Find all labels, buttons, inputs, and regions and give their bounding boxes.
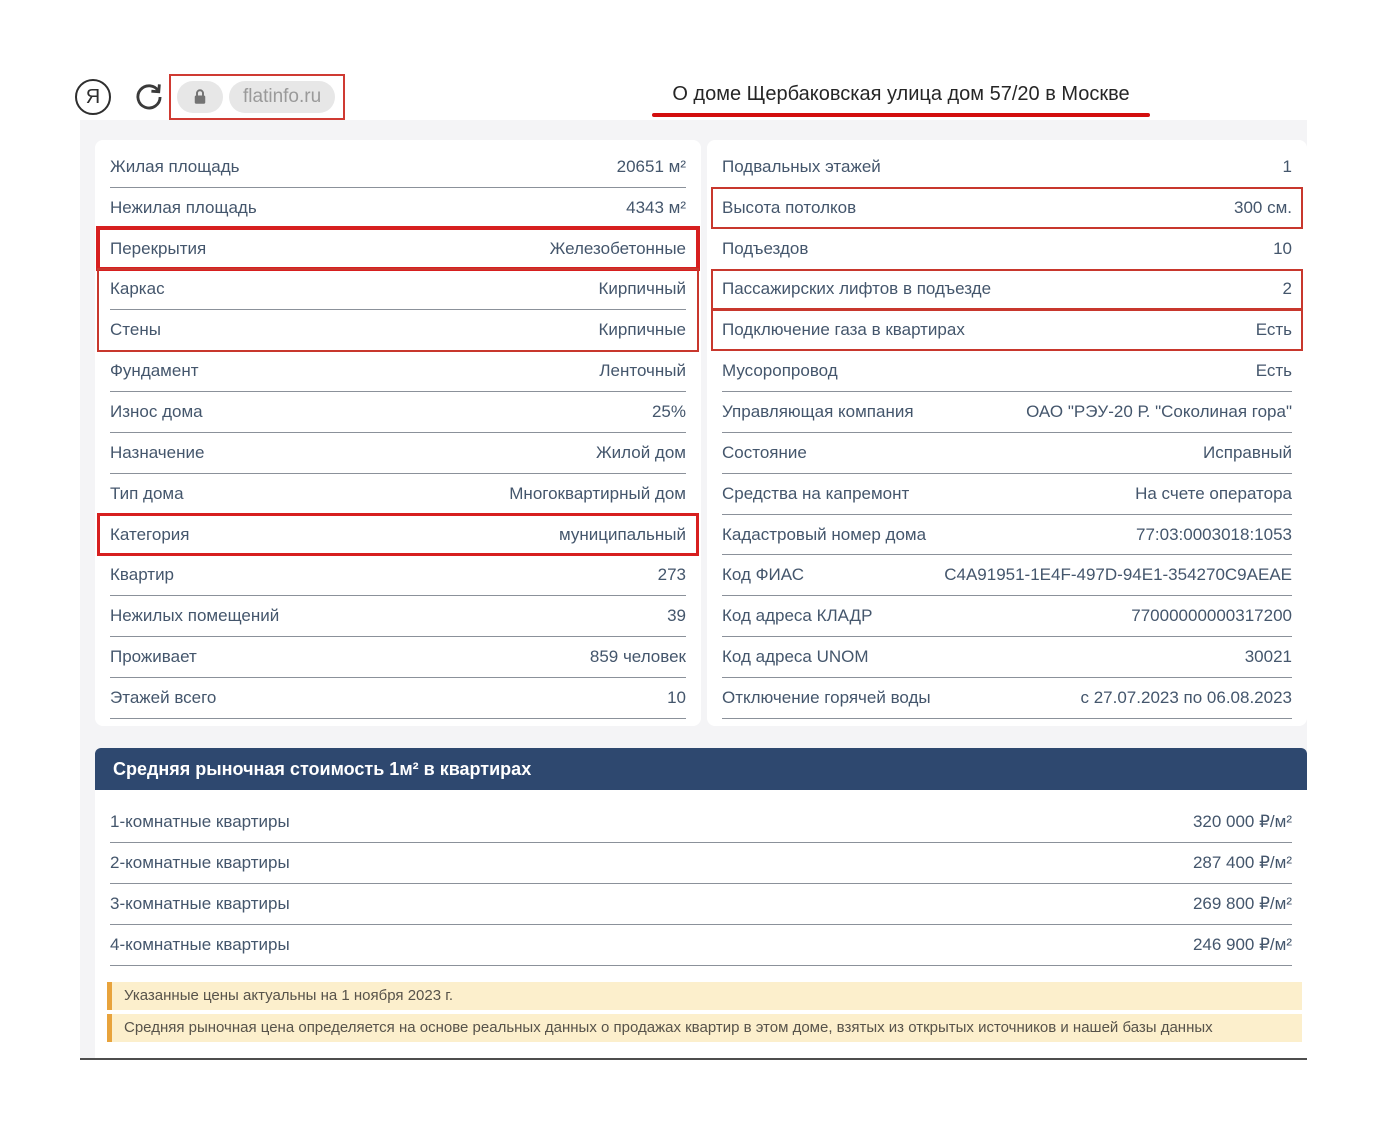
market-price-card <box>95 748 1307 1060</box>
info-row: Код адреса UNOM 30021 <box>722 637 1292 678</box>
info-row: Код адреса КЛАДР 77000000000317200 <box>722 596 1292 637</box>
info-row-highlighted: Каркас Кирпичный <box>110 270 686 311</box>
price-row: 3-комнатные квартиры 269 800 ₽/м² <box>110 884 1292 925</box>
price-row: 1-комнатные квартиры 320 000 ₽/м² <box>110 802 1292 843</box>
browser-toolbar <box>0 0 1390 120</box>
price-note-methodology: Средняя рыночная цена определяется на основе реальных данных о продажах квартир в этом доме, взятых из открытых источников и нашей базы данных <box>107 1014 1302 1042</box>
info-row-highlighted: Пассажирских лифтов в подъезде 2 <box>722 270 1292 311</box>
lock-icon <box>191 88 209 106</box>
page-title-block <box>652 83 1150 117</box>
info-row: Подъездов 10 <box>722 229 1292 270</box>
yandex-browser-icon[interactable] <box>75 79 111 115</box>
building-info-right-card <box>707 140 1307 726</box>
title-red-underline <box>652 113 1150 117</box>
price-notes <box>107 982 1307 1042</box>
market-price-rows <box>95 790 1307 972</box>
info-row: Назначение Жилой дом <box>110 433 686 474</box>
info-row: Этажей всего 10 <box>110 678 686 719</box>
info-row: Проживает 859 человек <box>110 637 686 678</box>
market-price-header: Средняя рыночная стоимость 1м² в квартирах <box>95 748 1307 790</box>
info-row: Состояние Исправный <box>722 433 1292 474</box>
info-row: Нежилых помещений 39 <box>110 596 686 637</box>
highlight-group <box>110 270 686 352</box>
info-row: Износ дома 25% <box>110 392 686 433</box>
reload-icon[interactable] <box>131 79 167 115</box>
yandex-letter: Я <box>85 85 101 108</box>
info-row-highlighted: Высота потолков 300 см. <box>722 188 1292 229</box>
info-row: Нежилая площадь 4343 м² <box>110 188 686 229</box>
building-info-left-card <box>95 140 701 726</box>
page-title: О доме Щербаковская улица дом 57/20 в Москве <box>672 83 1130 105</box>
info-row: Жилая площадь 20651 м² <box>110 147 686 188</box>
info-row: Отключение горячей воды с 27.07.2023 по 06.08.2023 <box>722 678 1292 719</box>
price-row: 4-комнатные квартиры 246 900 ₽/м² <box>110 925 1292 966</box>
info-row-highlighted: Категория муниципальный <box>110 515 686 556</box>
page-content <box>80 120 1307 1060</box>
ssl-lock-chip[interactable] <box>177 81 223 113</box>
address-bar[interactable] <box>169 74 345 120</box>
info-row-highlighted: Стены Кирпичные <box>110 310 686 351</box>
info-row-highlighted: Подключение газа в квартирах Есть <box>722 310 1292 351</box>
price-row: 2-комнатные квартиры 287 400 ₽/м² <box>110 843 1292 884</box>
info-row: Управляющая компания ОАО "РЭУ-20 Р. "Соколиная гора" <box>722 392 1292 433</box>
info-row-highlighted: Перекрытия Железобетонные <box>110 229 686 270</box>
url-text[interactable]: flatinfo.ru <box>229 81 335 113</box>
info-row: Квартир 273 <box>110 555 686 596</box>
info-row: Фундамент Ленточный <box>110 351 686 392</box>
info-row: Код ФИАС C4A91951-1E4F-497D-94E1-354270C9AEAE <box>722 555 1292 596</box>
info-row: Подвальных этажей 1 <box>722 147 1292 188</box>
info-row: Тип дома Многоквартирный дом <box>110 474 686 515</box>
price-note-date: Указанные цены актуальны на 1 ноября 2023 г. <box>107 982 1302 1010</box>
info-row: Кадастровый номер дома 77:03:0003018:1053 <box>722 515 1292 556</box>
info-row: Средства на капремонт На счете оператора <box>722 474 1292 515</box>
info-row: Мусоропровод Есть <box>722 351 1292 392</box>
